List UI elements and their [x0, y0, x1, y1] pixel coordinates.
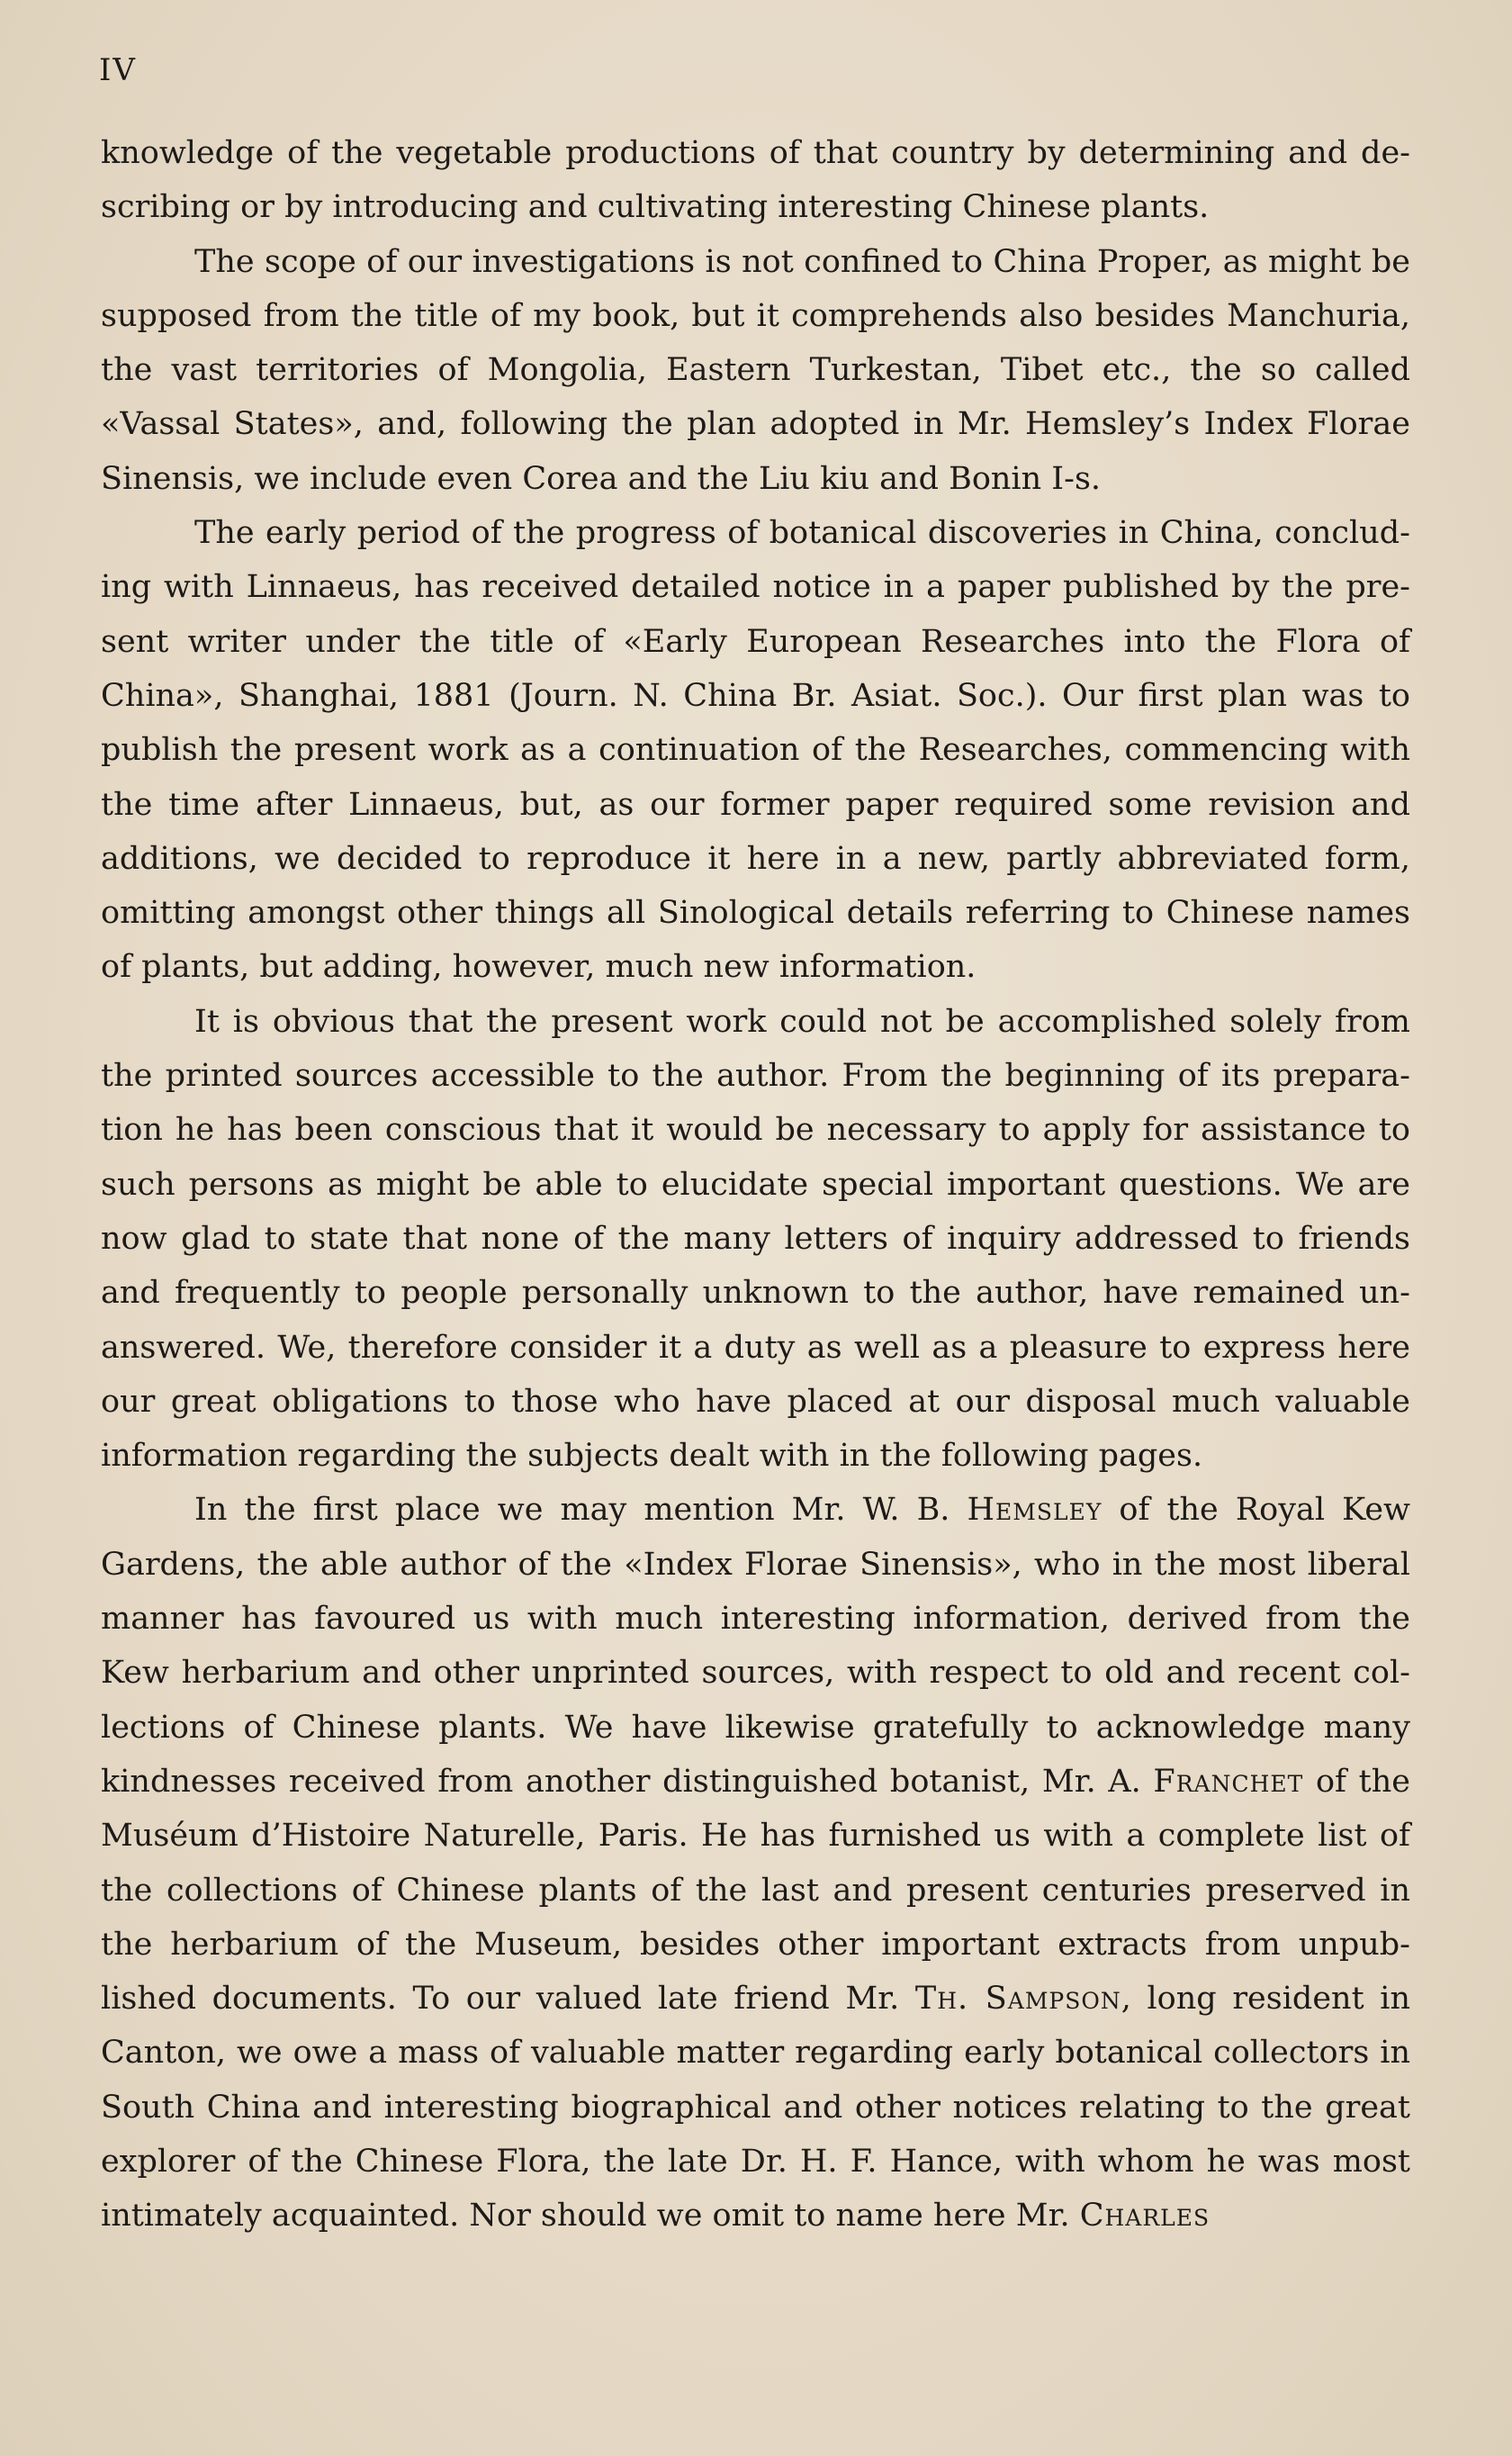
- page-number: IV: [99, 52, 137, 88]
- person-name-charles: Charles: [1079, 2198, 1210, 2235]
- paragraph-5-part-b: of the Royal Kew Gardens, the able author of the «Index Florae Sinensis», who in the most liberal manner has favoured us with much interesting information, derived from the Kew herbarium and other unprinted sources, with respect to old and recent collections of Chinese plants. We have likewise gratefully to acknowledge many kindnesses received from another distinguished botanist, Mr. A.: [101, 1492, 1410, 1800]
- paragraph-4: It is obvious that the present work could not be accomplished solely from the printed sources accessible to the author. From the beginning of its preparation he has been conscious that it would be necessary to apply for assistance to such persons as might be able to elucidate special important questions. We are now glad to state that none of the many letters of inquiry addressed to friends and frequently to people personally unknown to the author, have remained unanswered. We, therefore consider it a duty as well as a pleasure to express here our great obligations to those who have placed at our disposal much valuable information regarding the subjects dealt with in the following pages.: [101, 1003, 1410, 1475]
- paragraph-2: The scope of our investigations is not confined to China Proper, as might be supposed from the title of my book, but it comprehends also besides Manchuria, the vast territories of Mongolia, Eastern Turkestan, Tibet etc., the so called «Vassal States», and, following the plan adopted in Mr. Hemsley’s Index Florae Sinensis, we include even Corea and the Liu kiu and Bonin I-s.: [101, 243, 1410, 497]
- person-name-hemsley: Hemsley: [967, 1492, 1102, 1529]
- paragraph-5-part-a: In the first place we may mention Mr. W. B.: [194, 1492, 968, 1529]
- paragraph-5-part-d: , long resident in Canton, we owe a mass of valuable matter regarding early botanical collectors in South China and interesting biographical and other notices relating to the great explorer of the Chinese Flora, the late Dr. H. F. Hance, with whom he was most intimately acquainted. Nor should we omit to name here Mr.: [101, 1981, 1410, 2235]
- person-name-sampson: Th. Sampson: [914, 1981, 1121, 2018]
- paragraph-3: The early period of the progress of botanical discoveries in China, concluding with Linnaeus, has received detailed notice in a paper published by the present writer under the title of «Early European Researches into the Flora of China», Shanghai, 1881 (Journ. N. China Br. Asiat. Soc.). Our first plan was to publish the present work as a continuation of the Researches, commencing with the time after Linnaeus, but, as our former paper required some revision and additions, we decided to reproduce it here in a new, partly abbreviated form, omitting amongst other things all Sinological details referring to Chinese names of plants, but adding, however, much new information.: [101, 515, 1410, 986]
- paragraph-1: knowledge of the vegetable productions of that country by determining and describing or by introducing and cultivating interesting Chinese plants.: [101, 135, 1410, 226]
- paragraph-5-part-c: of the Muséum d’Histoire Naturelle, Paris. He has furnished us with a complete list of the collections of Chinese plants of the last and present centuries preserved in the herbarium of the Museum, besides other important extracts from unpublished documents. To our valued late friend Mr.: [101, 1763, 1410, 2018]
- body-text: [101, 126, 1410, 2244]
- person-name-franchet: Franchet: [1153, 1763, 1304, 1800]
- paragraph-5: [101, 1483, 1410, 2243]
